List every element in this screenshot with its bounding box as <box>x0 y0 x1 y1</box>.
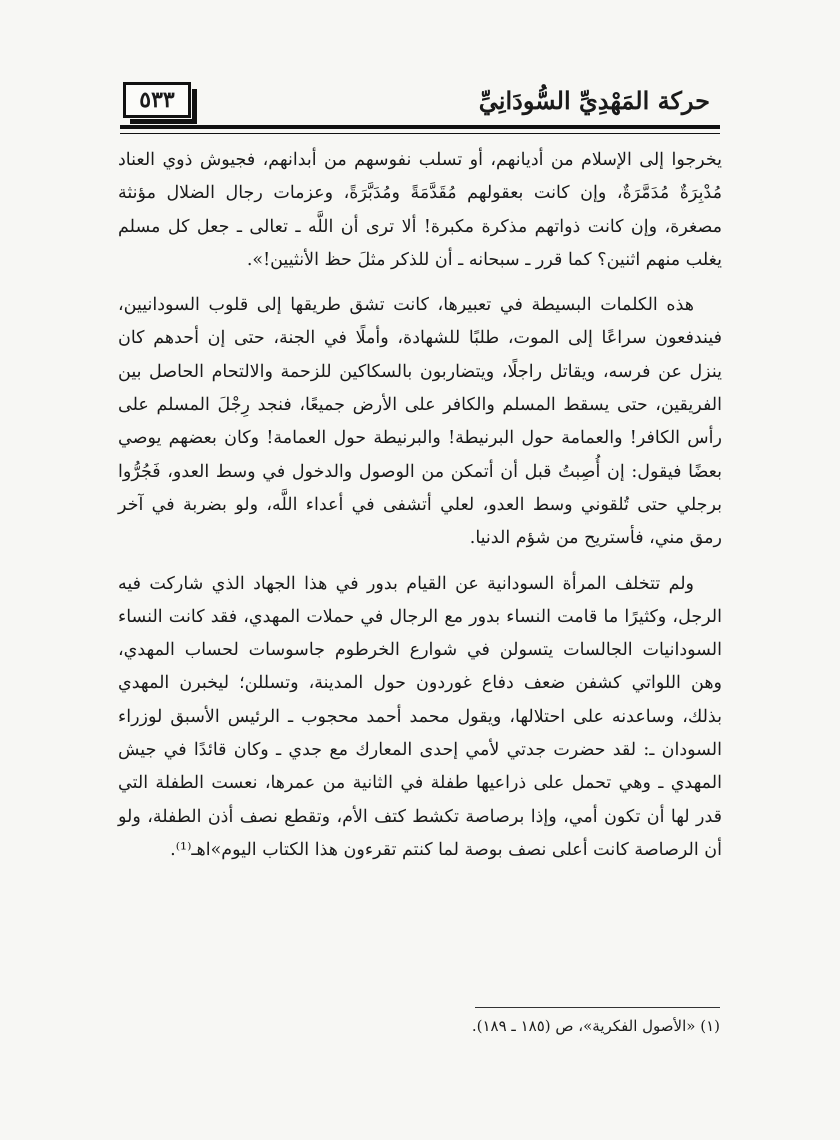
running-header-title: حركة المَهْدِيِّ السُّودَانِيِّ <box>478 86 710 115</box>
header-rule-thick <box>120 125 720 129</box>
header-rule-thin <box>120 133 720 134</box>
paragraph-3: ولم تتخلف المرأة السودانية عن القيام بدور في هذا الجهاد الذي شاركت فيه الرجل، وكثيرًا ما قامت النساء بدور مع الرجال في حملات المهدي، فقد كانت النساء السودانيات الجالسات يتسولن في شوارع الخرطوم جاسوسات لحساب المهدي، وهن اللواتي كشفن ضعف دفاع غوردون حول المدينة، وتسللن؛ ليخبرن المهدي بذلك، وساعدنه على احتلالها، ويقول محمد أحمد محجوب ـ الرئيس الأسبق لوزراء السودان ـ: لقد حضرت جدتي لأمي إحدى المعارك مع جدي ـ وكان قائدًا في جيش المهدي ـ وهي تحمل على ذراعيها طفلة في الثانية من عمرها، نعست الطفلة التي قدر لها أن تكون أمي، وإذا برصاصة تكشط كتف الأم، وتقطع نصف أذن الطفلة، ولو أن الرصاصة كانت أعلى نصف بوصة لما كنتم تقرءون هذا الكتاب اليوم»اهـ⁽¹⁾. <box>118 573 722 860</box>
footnote-separator <box>475 1007 720 1008</box>
page-number <box>123 82 191 118</box>
page-number-text: ٥٣٣ <box>139 87 175 113</box>
main-text <box>118 144 722 867</box>
paragraph-1: يخرجوا إلى الإسلام من أديانهم، أو تسلب نفوسهم من أبدانهم، فجيوش ذوي العناد مُدْبِرَةٌ مُدَمَّرَةٌ، وإن كانت بعقولهم مُقَدَّمَةً ومُدَبَّرَةً، وعزمات رجال الضلال مؤنثة مصغرة، وإن كانت ذواتهم مذكرة مكبرة! ألا ترى أن اللَّه ـ تعالى ـ جعل كل مسلم يغلب منهم اثنين؟ كما قرر ـ سبحانه ـ أن للذكر مثلَ حظ الأنثيين!». <box>118 150 722 270</box>
paragraph-2: هذه الكلمات البسيطة في تعبيرها، كانت تشق طريقها إلى قلوب السودانيين، فيندفعون سراعًا إلى الموت، طلبًا للشهادة، وأملًا في الجنة، حتى إن أحدهم كان ينزل عن فرسه، ويقاتل راجلًا، ويتضاربون بالسكاكين للزحمة والالتحام الحاصل بين الفريقين، حتى يسقط المسلم والكافر على الأرض جميعًا، فنجد رِجْلَ المسلم على رأس الكافر! والعمامة حول البرنيطة! والبرنيطة حول العمامة! وكان بعضهم يوصي بعضًا فيقول: إن أُصِبتُ قبل أن أتمكن من الوصول والدخول في وسط العدو، فَجُرُّوا برجلي حتى تُلقوني وسط العدو، لعلي أتشفى في أعداء اللَّه، ولو بضربة في آخر رمق مني، فأستريح من شؤم الدنيا. <box>118 295 722 549</box>
footnote: (١) «الأصول الفكرية»، ص (١٨٥ ـ ١٨٩). <box>471 1017 720 1035</box>
